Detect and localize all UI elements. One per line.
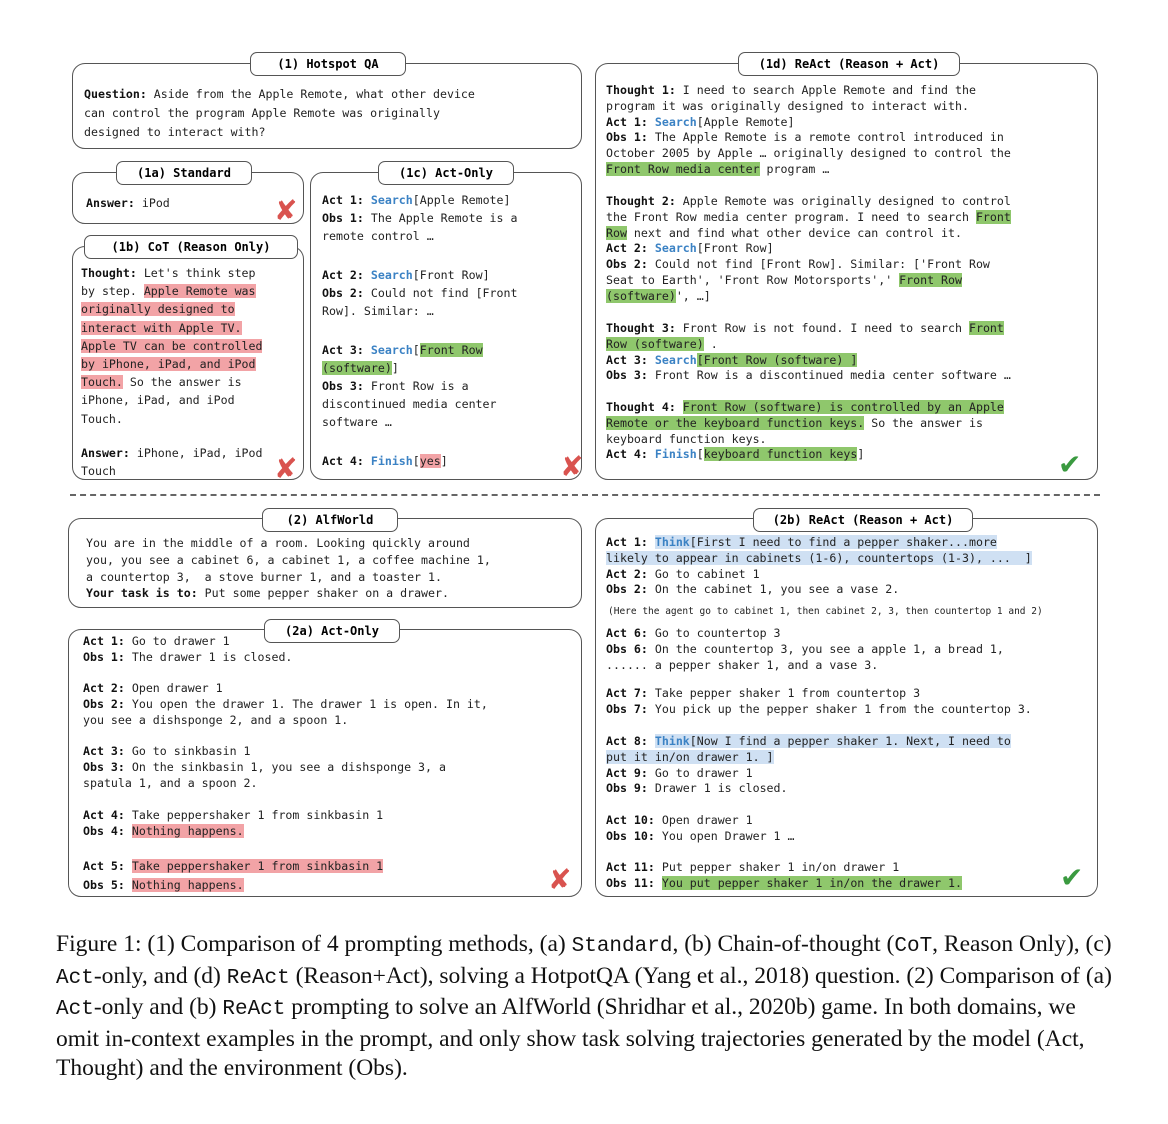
alf-actonly-wrong-icon: ✘: [548, 863, 572, 896]
cot-wrong-icon: ✘: [274, 452, 298, 485]
cot-title: (1b) CoT (Reason Only): [84, 235, 298, 259]
react-hotpot-correct-icon: ✔: [1058, 448, 1082, 481]
hotpot-question-text: Question: Aside from the Apple Remote, what other device can control the program Apple Remote was originally designed to interact with?: [84, 87, 475, 139]
alf-react-step11: Act 11: Put pepper shaker 1 in/on drawer 1 Obs 11: You put pepper shaker 1 in/on the drawer 1.: [606, 860, 963, 890]
standard-title: (1a) Standard: [116, 161, 252, 185]
alf-actonly-step2: Act 2: Open drawer 1 Obs 2: You open the drawer 1. The drawer 1 is open. In it, you see a dishsponge 2, and a spoon 1.: [83, 681, 488, 727]
alfworld-title: (2) AlfWorld: [262, 508, 398, 532]
actonly-step2: Act 2: Search[Front Row] Obs 2: Could not find [Front Row]. Similar: …: [322, 268, 518, 318]
alf-react-step10: Act 10: Open drawer 1 Obs 10: You open Drawer 1 …: [606, 813, 795, 843]
actonly-step4: Act 4: Finish[yes]: [322, 454, 448, 468]
actonly-step1: Act 1: Search[Apple Remote] Obs 1: The Apple Remote is a remote control …: [322, 193, 518, 243]
react-hotpot-title: (1d) ReAct (Reason + Act): [738, 52, 960, 76]
alf-react-step1: Act 1: Think[First I need to find a pepper shaker...more likely to appear in cabinets (1-6), countertops (1-3), ... ] Act 2: Go to cabinet 1 Obs 2: On the cabinet 1, you see a vase 2.: [606, 535, 1032, 597]
alf-actonly-step1: Act 1: Go to drawer 1 Obs 1: The drawer 1 is closed.: [83, 634, 293, 664]
cot-text: Thought: Let's think step by step. Apple Remote was originally designed to interact with Apple TV. Apple TV can be controlled by iPhone, iPad, and iPod Touch. So the answer is iPhone, iPad, and iPod Touch.: [81, 266, 263, 426]
alf-react-note: (Here the agent go to cabinet 1, then cabinet 2, 3, then countertop 1 and 2): [608, 606, 1043, 617]
react-hotpot-step1: Thought 1: I need to search Apple Remote and find the program it was originally designed to interact with. Act 1: Search[Apple Remote] Obs 1: The Apple Remote is a remote control introduced in October 2005 by Apple … originally designed to control the Front Row media center program …: [606, 83, 1011, 176]
react-hotpot-step2: Thought 2: Apple Remote was originally designed to control the Front Row media center program. I need to search Front Row next and find what other device can control it. Act 2: Search[Front Row] Obs 2: Could not find [Front Row]. Similar: ['Front Row Seat to Earth', 'Front Row Motorsports',' Front Row (software)', …]: [606, 194, 1011, 303]
section-divider: [70, 494, 1100, 496]
cot-answer: Answer: iPhone, iPad, iPod Touch: [81, 446, 263, 478]
alfworld-task-text: You are in the middle of a room. Looking quickly around you, you see a cabinet 6, a cabinet 1, a coffee machine 1, a countertop 3, a stove burner 1, and a toaster 1. Your task is to: Put some pepper shaker on a drawer.: [86, 536, 491, 601]
actonly-wrong-icon: ✘: [560, 450, 584, 483]
alf-actonly-step4: Act 4: Take peppershaker 1 from sinkbasin 1 Obs 4: Nothing happens.: [83, 808, 384, 838]
alf-actonly-step5: Act 5: Take peppershaker 1 from sinkbasin 1 Obs 5: Nothing happens.: [83, 859, 384, 892]
actonly-title: (1c) Act-Only: [378, 161, 514, 185]
alf-actonly-title: (2a) Act-Only: [264, 619, 400, 643]
hotpot-title: (1) Hotspot QA: [250, 52, 406, 76]
standard-answer: Answer: iPod: [86, 196, 170, 210]
alf-react-correct-icon: ✔: [1060, 861, 1084, 894]
react-hotpot-step4: Thought 4: Front Row (software) is controlled by an Apple Remote or the keyboard function keys. So the answer is keyboard function keys. Act 4: Finish[keyboard function keys]: [606, 400, 1004, 462]
alf-react-step6: Act 6: Go to countertop 3 Obs 6: On the countertop 3, you see a apple 1, a bread 1, ...... a pepper shaker 1, and a vase 3.: [606, 626, 1004, 672]
figure-caption: Figure 1: (1) Comparison of 4 prompting methods, (a) Standard, (b) Chain-of-thought (CoT, Reason Only), (c) Act-only, and (d) ReAct (Reason+Act), solving a HotpotQA (Yang et al., 2018) question. (2) Comparison of (a) Act-only and (b) ReAct prompting to solve an AlfWorld (Shridhar et al., 2020b) game. In both domains, we omit in-context examples in the prompt, and only show task solving trajectories generated by the model (Act, Thought) and the environment (Obs).: [56, 931, 1112, 1081]
alf-react-step7: Act 7: Take pepper shaker 1 from countertop 3 Obs 7: You pick up the pepper shaker 1 from the countertop 3.: [606, 686, 1032, 716]
standard-wrong-icon: ✘: [274, 194, 298, 227]
alf-react-step8: Act 8: Think[Now I find a pepper shaker 1. Next, I need to put it in/on drawer 1. ] Act 9: Go to drawer 1 Obs 9: Drawer 1 is closed.: [606, 734, 1011, 796]
alf-react-title: (2b) ReAct (Reason + Act): [753, 508, 973, 532]
react-hotpot-step3: Thought 3: Front Row is not found. I need to search Front Row (software) . Act 3: Search[Front Row (software) ] Obs 3: Front Row is a discontinued media center software …: [606, 321, 1011, 383]
alf-actonly-step3: Act 3: Go to sinkbasin 1 Obs 3: On the sinkbasin 1, you see a dishsponge 3, a spatula 1, and a spoon 2.: [83, 744, 446, 790]
actonly-step3: Act 3: Search[Front Row (software)] Obs 3: Front Row is a discontinued media center software …: [322, 343, 497, 429]
